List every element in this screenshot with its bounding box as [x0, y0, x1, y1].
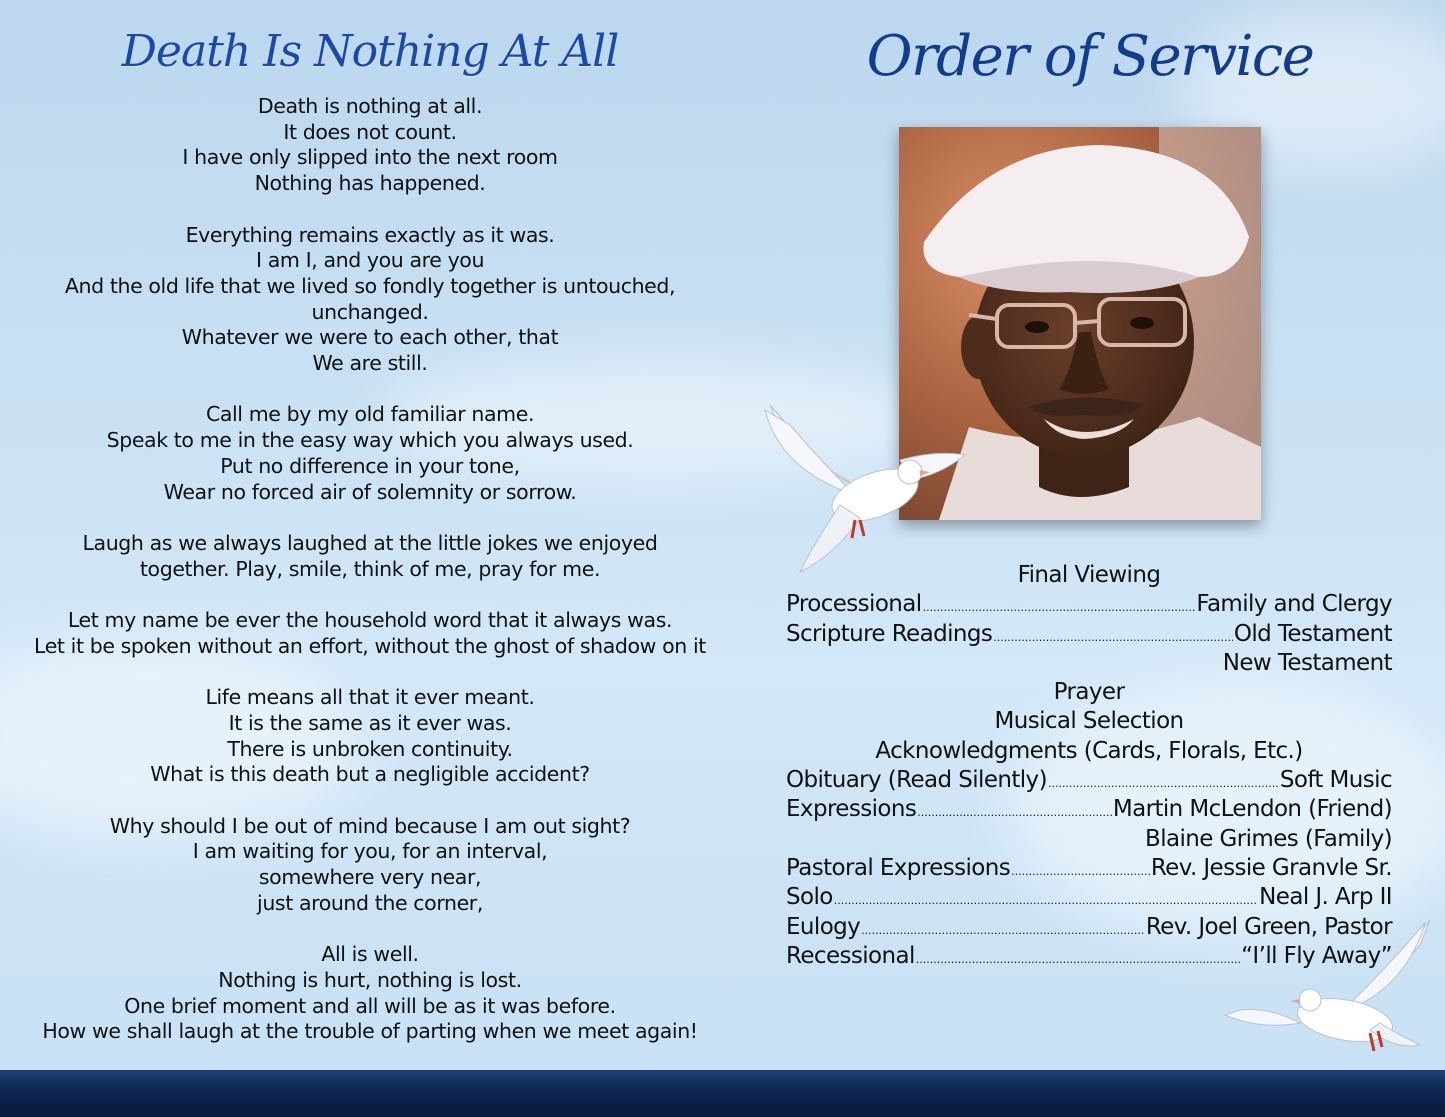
service-item: [786, 883, 1392, 912]
service-item-label: Acknowledgments (Cards, Florals, Etc.): [875, 737, 1303, 764]
dot-leader: [916, 945, 1240, 974]
poem-line: All is well.: [321, 942, 419, 967]
poem-line: Let it be spoken without an effort, without the ghost of shadow on it: [34, 633, 706, 658]
service-item-label: Musical Selection: [994, 708, 1184, 735]
poem-line: Call me by my old familiar name.: [205, 402, 535, 427]
poem-title: Death Is Nothing At All: [121, 26, 619, 77]
poem-line: Laugh as we always laughed at the little jokes we enjoyed: [82, 530, 658, 555]
service-item: [786, 766, 1392, 795]
poem-stanza: [30, 814, 710, 917]
dot-leader: [834, 886, 1258, 915]
service-item: [786, 795, 1392, 824]
poem-line: Everything remains exactly as it was.: [185, 222, 555, 247]
poem-line: Life means all that it ever meant.: [205, 685, 535, 710]
service-item-participant: Neal J. Arp II: [1259, 884, 1392, 911]
service-item-label: Eulogy: [786, 913, 861, 940]
service-item-participant: Rev. Jessie Granvle Sr.: [1150, 854, 1392, 881]
service-item-label: Final Viewing: [1017, 562, 1161, 588]
poem-stanza: [30, 685, 710, 788]
poem-line: There is unbroken continuity.: [227, 736, 513, 761]
dot-leader: [861, 916, 1145, 945]
dove-icon: [1220, 915, 1435, 1065]
service-item-participant: Old Testament: [1233, 620, 1392, 647]
poem-line: What is this death but a negligible accident?: [150, 762, 590, 787]
poem-line: Speak to me in the easy way which you always used.: [106, 428, 634, 453]
poem-line: I have only slipped into the next room: [182, 145, 558, 170]
poem-line: Wear no forced air of solemnity or sorrow.: [163, 479, 577, 504]
poem-line: Whatever we were to each other, that: [181, 325, 559, 350]
service-item: [786, 737, 1392, 766]
poem-stanza: [30, 223, 710, 377]
service-item: [786, 590, 1392, 619]
poem-line: One brief moment and all will be as it was before.: [124, 993, 616, 1018]
service-item-label: Obituary (Read Silently): [786, 767, 1047, 794]
poem-line: Nothing has happened.: [254, 171, 486, 196]
service-title: Order of Service: [866, 24, 1314, 89]
service-item-label: Solo: [786, 884, 833, 911]
dot-leader: [1048, 769, 1279, 798]
service-item-label: Prayer: [1053, 679, 1125, 706]
service-item-label: Pastoral Expressions: [786, 854, 1011, 881]
service-item-participant: Rev. Joel Green, Pastor: [1145, 913, 1392, 940]
service-item-participant: Martin McLendon (Friend): [1112, 796, 1392, 823]
dot-leader: [1011, 857, 1150, 886]
service-item-label: Recessional: [786, 942, 915, 969]
poem-line: just around the corner,: [257, 890, 483, 915]
poem-line: Why should I be out of mind because I am out sight?: [109, 813, 631, 838]
service-item-participant: Family and Clergy: [1196, 591, 1392, 618]
poem-line: Nothing is hurt, nothing is lost.: [218, 967, 522, 992]
service-item: [786, 707, 1392, 736]
poem-stanza: [30, 94, 710, 197]
poem-line: How we shall laugh at the trouble of parting when we meet again!: [42, 1019, 698, 1044]
poem-line: It does not count.: [283, 119, 457, 144]
poem-body: [30, 94, 710, 1045]
dove-icon: [760, 400, 970, 575]
poem-line: Let my name be ever the household word that it always was.: [67, 608, 673, 632]
service-item: [786, 678, 1392, 707]
service-item: [786, 649, 1392, 678]
poem-line: unchanged.: [311, 299, 429, 324]
poem-line: I am I, and you are you: [255, 248, 485, 273]
service-item-label: Expressions: [786, 796, 917, 823]
service-item-label: Processional: [786, 591, 922, 618]
poem-line: together. Play, smile, think of me, pray for me.: [139, 556, 601, 581]
poem-line: Death is nothing at all.: [257, 94, 483, 118]
poem-line: It is the same as it ever was.: [228, 710, 512, 735]
poem-line: And the old life that we lived so fondly together is untouched,: [64, 273, 676, 298]
poem-stanza: [30, 531, 710, 582]
service-item-label: Scripture Readings: [786, 620, 993, 647]
poem-line: somewhere very near,: [258, 865, 482, 889]
service-item: [786, 825, 1392, 854]
dot-leader: [923, 593, 1196, 622]
service-item: [786, 854, 1392, 883]
service-item-participant: “I’ll Fly Away”: [1241, 942, 1392, 969]
service-item-participant: Soft Music: [1279, 767, 1392, 794]
poem-stanza: [30, 402, 710, 505]
poem-stanza: [30, 942, 710, 1045]
poem-line: Put no difference in your tone,: [220, 453, 520, 478]
footer-band: [0, 1070, 1445, 1117]
dot-leader: [917, 798, 1112, 827]
poem-line: I am waiting for you, for an interval,: [192, 839, 548, 864]
service-item-participant: Blaine Grimes (Family): [1145, 825, 1392, 852]
poem-line: We are still.: [312, 351, 428, 376]
order-of-service-list: [786, 561, 1392, 971]
poem-stanza: [30, 608, 710, 659]
service-item-participant: New Testament: [1222, 649, 1392, 676]
service-item: [786, 620, 1392, 649]
dot-leader: [993, 623, 1233, 652]
